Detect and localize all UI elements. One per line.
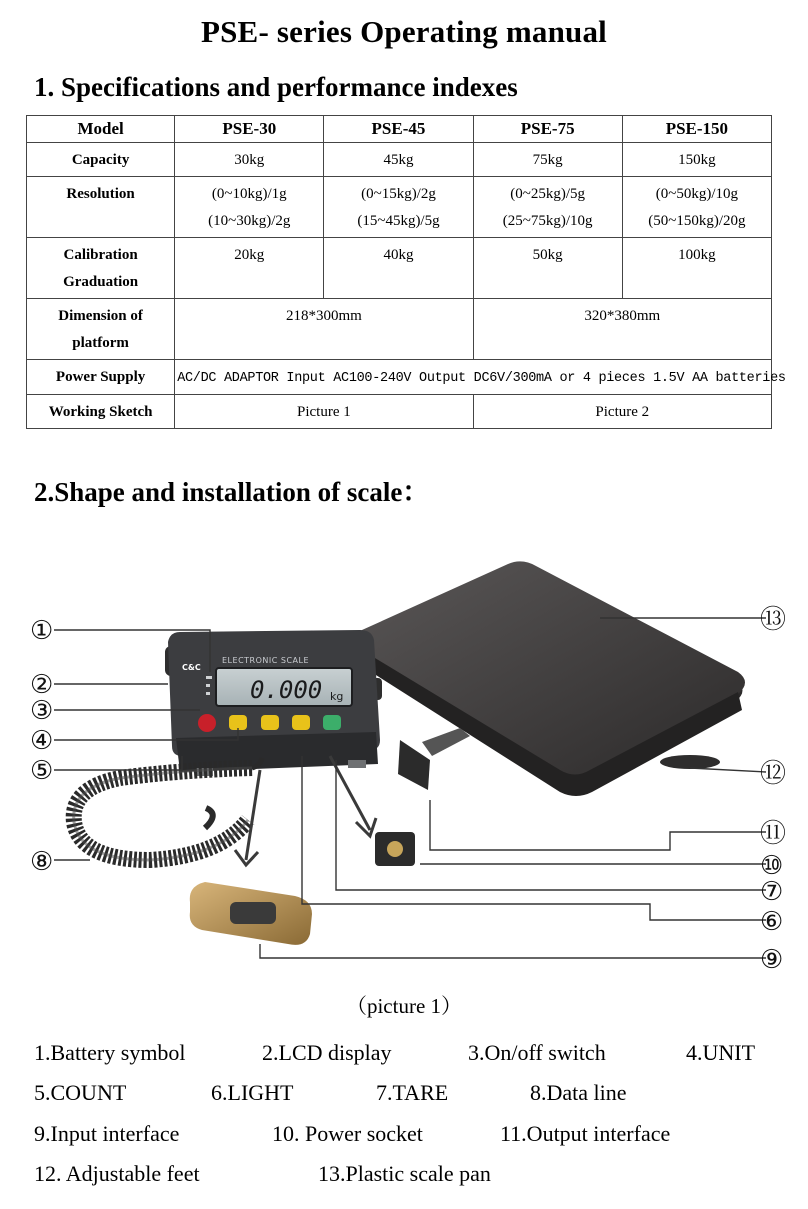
cell-line: (25~75kg)/10g [502, 213, 593, 229]
table-row-power [27, 360, 772, 395]
table-cell: Picture 2 [473, 395, 771, 429]
table-cell [175, 177, 324, 238]
table-cell: Picture 1 [175, 395, 473, 429]
callout-7: ⑦ [760, 877, 784, 907]
count-button-icon [261, 715, 279, 730]
table-cell: 20kg [175, 238, 324, 299]
legend-item: 2.LCD display [262, 1040, 392, 1065]
cell-line: (0~15kg)/2g [361, 186, 436, 202]
legend-item: 11.Output interface [500, 1121, 671, 1146]
tare-button-icon [323, 715, 341, 730]
header-pse-30: PSE-30 [175, 116, 324, 143]
table-header-row [27, 116, 772, 143]
battery-symbol-icon [206, 676, 212, 679]
section-heading-shape: 2.Shape and installation of scale： [34, 477, 430, 507]
callout-4: ④ [30, 726, 54, 756]
header-pse-45: PSE-45 [324, 116, 473, 143]
row-label-dimension [27, 299, 175, 360]
legend-item: 9.Input interface [34, 1121, 180, 1146]
legend-item: 12. Adjustable feet [34, 1161, 200, 1186]
on-off-button-icon [198, 714, 216, 732]
cell-line: Graduation [63, 274, 139, 290]
header-pse-150: PSE-150 [622, 116, 771, 143]
table-row-resolution [27, 177, 772, 238]
adjustable-foot [660, 755, 720, 769]
table-cell: 45kg [324, 143, 473, 177]
callout-2: ② [30, 670, 54, 700]
callout-13: ⑬ [760, 605, 787, 635]
row-label-capacity: Capacity [27, 143, 175, 177]
row-label-sketch: Working Sketch [27, 395, 175, 429]
callout-8: ⑧ [30, 847, 54, 877]
table-cell: 218*300mm [175, 299, 473, 360]
table-row-capacity [27, 143, 772, 177]
callout-1: ① [30, 616, 54, 646]
table-row-dimension [27, 299, 772, 360]
cell-line: (15~45kg)/5g [357, 213, 440, 229]
power-supply-text: AC/DC ADAPTOR Input AC100-240V Output DC6V/300mA or 4 pieces 1.5V AA batteries [177, 371, 786, 386]
callout-3: ③ [30, 696, 54, 726]
row-label-resolution: Resolution [27, 177, 175, 238]
callout-6: ⑥ [760, 907, 784, 937]
cell-line: platform [72, 335, 129, 351]
table-cell: 100kg [622, 238, 771, 299]
indicator-unit [165, 630, 382, 776]
cell-line: (10~30kg)/2g [208, 213, 291, 229]
legend-item: 1.Battery symbol [34, 1040, 186, 1065]
table-row-calibration [27, 238, 772, 299]
output-plug [422, 728, 470, 756]
header-pse-75: PSE-75 [473, 116, 622, 143]
serial-port-icon [230, 902, 276, 924]
row-label-power: Power Supply [27, 360, 175, 395]
table-cell: 150kg [622, 143, 771, 177]
data-line-cable [74, 758, 262, 860]
callout-12: ⑫ [760, 759, 787, 789]
output-connector [398, 740, 430, 790]
table-cell: 40kg [324, 238, 473, 299]
legend-item: 13.Plastic scale pan [318, 1161, 491, 1186]
table-cell [622, 177, 771, 238]
table-cell [473, 177, 622, 238]
cell-line: Calibration [63, 247, 138, 263]
row-label-calibration [27, 238, 175, 299]
connection-arrows [235, 756, 376, 865]
lcd-reading: 0.000 [250, 676, 323, 704]
document-title: PSE- series Operating manual [200, 14, 607, 49]
table-cell: 320*380mm [473, 299, 771, 360]
table-cell: 30kg [175, 143, 324, 177]
brand-label: C&C [182, 663, 201, 672]
power-socket-pin-icon [387, 841, 403, 857]
table-cell: 50kg [473, 238, 622, 299]
legend-item: 3.On/off switch [468, 1040, 606, 1065]
legend-item: 10. Power socket [272, 1121, 423, 1146]
cell-line: (0~25kg)/5g [510, 186, 586, 202]
legend-item: 5.COUNT [34, 1080, 127, 1105]
legend-item: 6.LIGHT [211, 1080, 294, 1105]
legend-item: 8.Data line [530, 1080, 627, 1105]
lcd-unit: kg [330, 690, 344, 703]
cell-line: Dimension of [58, 308, 143, 324]
callout-9: ⑨ [760, 945, 784, 975]
section-heading-specifications: 1. Specifications and performance indexes [34, 72, 518, 102]
table-row-sketch [27, 395, 772, 429]
callout-10: ⑩ [760, 851, 784, 881]
indicator-dot-icon [206, 692, 210, 695]
table-cell [324, 177, 473, 238]
table-cell [175, 360, 786, 395]
light-button-icon [292, 715, 310, 730]
figure-caption: （picture 1） [345, 994, 463, 1018]
unit-button-icon [229, 715, 247, 730]
callout-5: ⑤ [30, 756, 54, 786]
lcd-title: ELECTRONIC SCALE [222, 656, 310, 665]
cell-line: (0~10kg)/1g [211, 186, 287, 202]
table-cell: 75kg [473, 143, 622, 177]
scale-pan [356, 561, 745, 796]
legend-item: 4.UNIT [686, 1040, 756, 1065]
cell-line: (0~50kg)/10g [655, 186, 739, 202]
cell-line: (50~150kg)/20g [648, 213, 746, 229]
scale-illustration [30, 560, 790, 980]
indicator-dot-icon [206, 684, 210, 687]
specifications-table [26, 115, 786, 429]
legend-item: 7.TARE [376, 1080, 449, 1105]
callout-11: ⑪ [760, 819, 787, 849]
header-model: Model [27, 116, 175, 143]
